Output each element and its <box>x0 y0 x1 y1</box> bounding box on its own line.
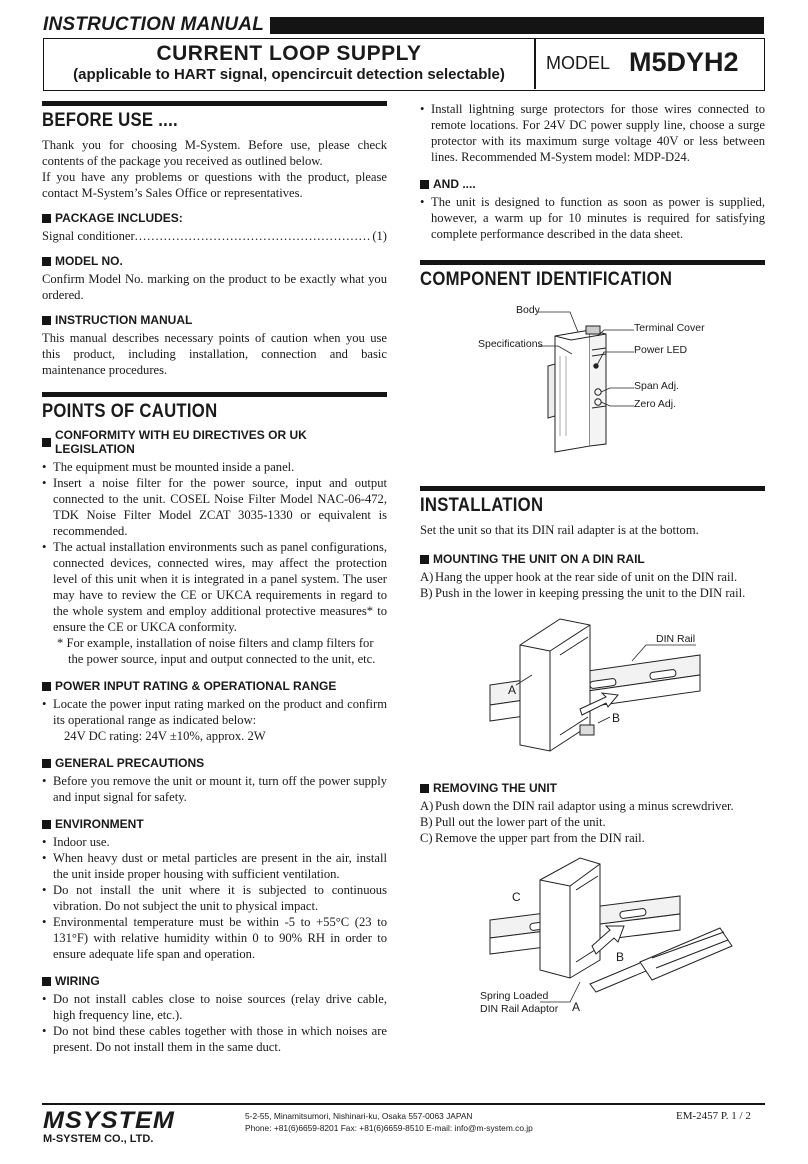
model-code: M5DYH2 <box>629 47 739 77</box>
power-item: • Locate the power input rating marked on the product and confirm its operational range as indicated below: <box>42 696 387 728</box>
company-address: 5-2-55, Minamitsumori, Nishinari-ku, Osaka 557-0063 JAPAN <box>245 1111 473 1121</box>
environment-item: • When heavy dust or metal particles are present in the air, install the unit inside proper housing with sufficient ventilation. <box>42 850 387 882</box>
subheading-wiring: WIRING <box>42 974 387 988</box>
title-box <box>43 38 765 91</box>
subheading-environment: ENVIRONMENT <box>42 817 387 831</box>
document-subtitle: (applicable to HART signal, opencircuit detection selectable) <box>73 66 505 83</box>
subheading-instruction-manual: INSTRUCTION MANUAL <box>42 313 387 327</box>
square-bullet-icon <box>420 555 429 564</box>
wiring-item: • Do not bind these cables together with those in which noises are present. Do not install them in the same duct. <box>42 1023 387 1055</box>
subheading-package: PACKAGE INCLUDES: <box>42 211 387 225</box>
square-bullet-icon <box>42 977 51 986</box>
unit-illustration <box>420 296 765 476</box>
subheading-conformity: CONFORMITY WITH EU DIRECTIVES OR UK LEGISLATION <box>42 428 387 456</box>
section-rule <box>42 392 387 397</box>
conformity-item: • The actual installation environments such as panel configurations, connected devices, connected wires, may affect the protection level of this unit when it is integrated in a panel system. The user may have to review the CE or UKCA requirements in regard to the whole system and employ additional protective measures* to ensure the CE or UKCA conformity. <box>42 539 387 635</box>
square-bullet-icon <box>42 820 51 829</box>
section-title-component-identification: COMPONENT IDENTIFICATION <box>420 269 673 290</box>
removing-diagram <box>420 850 765 1020</box>
label-din-rail: DIN Rail <box>656 633 696 645</box>
label-b: B <box>612 711 621 725</box>
square-bullet-icon <box>42 759 51 768</box>
square-bullet-icon <box>420 784 429 793</box>
section-title-installation: INSTALLATION <box>420 495 544 516</box>
company-contact: Phone: +81(6)6659-8201 Fax: +81(6)6659-8510 E-mail: info@m-system.co.jp <box>245 1123 533 1133</box>
subheading-and: AND .... <box>420 177 765 191</box>
footer-rule <box>42 1103 765 1105</box>
mounting-diagram <box>420 605 765 775</box>
label-power-led: Power LED <box>634 344 688 356</box>
mounting-step: A) Hang the upper hook at the rear side of unit on the DIN rail. <box>420 570 738 584</box>
subheading-mounting: MOUNTING THE UNIT ON A DIN RAIL <box>420 552 765 566</box>
label-b-remove: B <box>616 950 625 964</box>
wiring-item: • Install lightning surge protectors for those wires connected to remote locations. For 24V DC power supply line, choose a surge protector with its maximum surge voltage 40V or less between lines. Recommended M-System model: MDP-D24. <box>420 101 765 165</box>
company-name: M-SYSTEM CO., LTD. <box>43 1133 154 1145</box>
document-number: EM-2457 P. 1 / 2 <box>676 1110 751 1122</box>
square-bullet-icon <box>42 214 51 223</box>
installation-intro: Set the unit so that its DIN rail adapter is at the bottom. <box>420 523 699 537</box>
din-rail-remove-illustration <box>420 850 765 1020</box>
subheading-power: POWER INPUT RATING & OPERATIONAL RANGE <box>42 679 387 693</box>
label-din-rail-adaptor: DIN Rail Adaptor <box>480 1003 559 1015</box>
label-a: A <box>508 683 517 697</box>
din-rail-mount-illustration <box>420 605 765 775</box>
label-terminal-cover: Terminal Cover <box>634 322 705 334</box>
left-column <box>42 101 387 1055</box>
model-label: MODEL <box>546 53 611 73</box>
section-rule <box>420 486 765 491</box>
package-item: Signal conditioner <box>42 229 135 243</box>
label-a-remove: A <box>572 1000 581 1014</box>
conformity-note: * For example, installation of noise filters and clamp filters for the power source, input and output connected to the unit, etc. <box>57 636 376 666</box>
manual-label: INSTRUCTION MANUAL <box>43 14 265 35</box>
conformity-item: • Insert a noise filter for the power source, input and output connected to the unit. COSEL Noise Filter Model NAC-06-472, TDK Noise Filter Model ZCAT 3035-1330 or equivalent is recommended. <box>42 475 387 539</box>
removing-step: A) Push down the DIN rail adaptor using a minus screwdriver. <box>420 799 734 813</box>
label-specifications: Specifications <box>478 338 543 350</box>
label-zero-adj: Zero Adj. <box>634 398 677 410</box>
intro-paragraph-2: If you have any problems or questions with the product, please contact M-System’s Sales Office or representatives. <box>42 170 387 200</box>
label-spring-loaded: Spring Loaded <box>480 990 549 1002</box>
environment-item: • Indoor use. <box>42 834 387 850</box>
component-diagram <box>420 296 765 476</box>
square-bullet-icon <box>42 316 51 325</box>
conformity-item: • The equipment must be mounted inside a panel. <box>42 459 387 475</box>
mounting-step: B) Push in the lower in keeping pressing the unit to the DIN rail. <box>420 586 746 600</box>
manual-text: This manual describes necessary points of caution when you use this product, including installation, connection and basic maintenance procedures. <box>42 331 387 377</box>
environment-item: • Environmental temperature must be within -5 to +55°C (23 to 131°F) with relative humidity within 0 to 90% RH in order to ensure adequate life span and operation. <box>42 914 387 962</box>
square-bullet-icon <box>42 682 51 691</box>
header-bar <box>270 17 764 34</box>
package-item-row <box>42 228 387 244</box>
removing-step: B) Pull out the lower part of the unit. <box>420 815 606 829</box>
package-qty: (1) <box>372 229 387 243</box>
document-title: CURRENT LOOP SUPPLY <box>156 42 422 65</box>
section-title-before-use: BEFORE USE .... <box>42 110 178 131</box>
general-item: • Before you remove the unit or mount it, turn off the power supply and input signal for safety. <box>42 773 387 805</box>
company-logo: MSYSTEM <box>43 1107 175 1134</box>
removing-step: C) Remove the upper part from the DIN rail. <box>420 831 645 845</box>
and-item: • The unit is designed to function as soon as power is supplied, however, a warm up for 10 minutes is required for satisfying complete performance described in the data sheet. <box>420 194 765 242</box>
subheading-removing: REMOVING THE UNIT <box>420 781 765 795</box>
label-span-adj: Span Adj. <box>634 380 679 392</box>
label-body: Body <box>516 304 540 316</box>
section-rule <box>42 101 387 106</box>
dot-leader <box>135 228 373 244</box>
right-column <box>420 101 765 1020</box>
environment-item: • Do not install the unit where it is subjected to continuous vibration. Do not subject the unit to physical impact. <box>42 882 387 914</box>
wiring-item: • Do not install cables close to noise sources (relay drive cable, high frequency line, etc.). <box>42 991 387 1023</box>
subheading-general: GENERAL PRECAUTIONS <box>42 756 387 770</box>
square-bullet-icon <box>42 438 51 447</box>
title-divider <box>534 39 536 89</box>
label-c: C <box>512 890 521 904</box>
subheading-model-no: MODEL NO. <box>42 254 387 268</box>
square-bullet-icon <box>420 180 429 189</box>
square-bullet-icon <box>42 257 51 266</box>
section-title-points-of-caution: POINTS OF CAUTION <box>42 401 218 422</box>
power-rating: 24V DC rating: 24V ±10%, approx. 2W <box>64 729 266 743</box>
section-rule <box>420 260 765 265</box>
model-no-text: Confirm Model No. marking on the product to be exactly what you ordered. <box>42 272 387 302</box>
intro-paragraph: Thank you for choosing M-System. Before use, please check contents of the package you received as outlined below. <box>42 138 387 168</box>
